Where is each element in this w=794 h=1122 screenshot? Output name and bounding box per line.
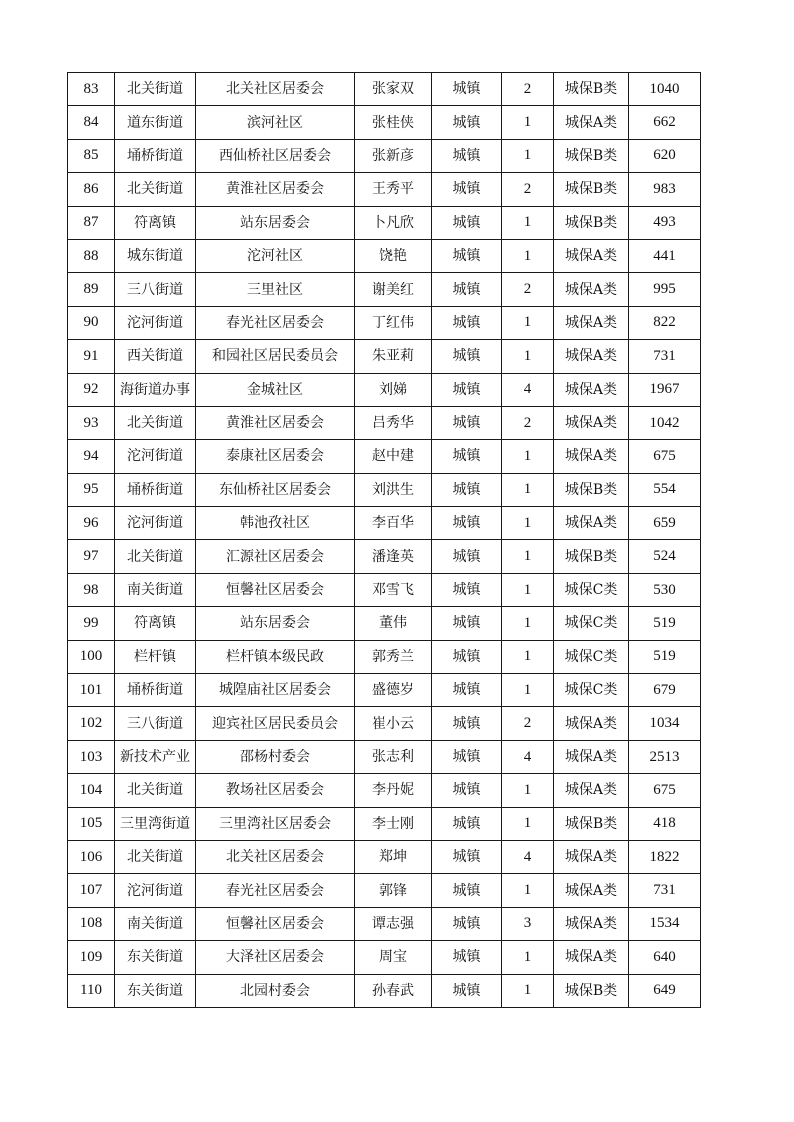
table-row [68,273,701,306]
street-cell: 海街道办事 [115,373,196,406]
row-number-cell: 90 [68,306,115,339]
row-number-cell: 101 [68,674,115,707]
household-type-cell: 城镇 [432,573,502,606]
street-cell: 埇桥街道 [115,139,196,172]
row-number-cell: 107 [68,874,115,907]
amount-cell: 675 [629,774,701,807]
household-type-cell: 城镇 [432,406,502,439]
amount-cell: 418 [629,807,701,840]
assistance-category-cell: 城保A类 [554,406,629,439]
person-name-cell: 吕秀华 [355,406,432,439]
assistance-category-cell: 城保B类 [554,807,629,840]
row-number-cell: 94 [68,440,115,473]
table-row [68,340,701,373]
row-number-cell: 88 [68,239,115,272]
row-number-cell: 91 [68,340,115,373]
amount-cell: 662 [629,106,701,139]
person-name-cell: 李百华 [355,507,432,540]
table-row [68,173,701,206]
community-cell: 恒馨社区居委会 [196,907,355,940]
amount-cell: 649 [629,974,701,1007]
street-cell: 符离镇 [115,607,196,640]
assistance-category-cell: 城保C类 [554,674,629,707]
people-count-cell: 1 [502,206,554,239]
assistance-category-cell: 城保A类 [554,907,629,940]
amount-cell: 731 [629,874,701,907]
amount-cell: 530 [629,573,701,606]
recipient-table [67,72,701,1008]
person-name-cell: 丁红伟 [355,306,432,339]
household-type-cell: 城镇 [432,273,502,306]
table-row [68,907,701,940]
community-cell: 北关社区居委会 [196,840,355,873]
row-number-cell: 86 [68,173,115,206]
row-number-cell: 100 [68,640,115,673]
person-name-cell: 张桂侠 [355,106,432,139]
assistance-category-cell: 城保A类 [554,840,629,873]
amount-cell: 640 [629,941,701,974]
table-body [68,73,701,1008]
assistance-category-cell: 城保C类 [554,640,629,673]
amount-cell: 524 [629,540,701,573]
assistance-category-cell: 城保B类 [554,73,629,106]
people-count-cell: 1 [502,874,554,907]
community-cell: 站东居委会 [196,607,355,640]
assistance-category-cell: 城保C类 [554,573,629,606]
household-type-cell: 城镇 [432,740,502,773]
amount-cell: 1534 [629,907,701,940]
community-cell: 三里湾社区居委会 [196,807,355,840]
people-count-cell: 2 [502,273,554,306]
street-cell: 北关街道 [115,774,196,807]
person-name-cell: 郭锋 [355,874,432,907]
people-count-cell: 1 [502,473,554,506]
people-count-cell: 1 [502,139,554,172]
people-count-cell: 1 [502,440,554,473]
row-number-cell: 85 [68,139,115,172]
amount-cell: 1040 [629,73,701,106]
community-cell: 西仙桥社区居委会 [196,139,355,172]
people-count-cell: 3 [502,907,554,940]
table-row [68,807,701,840]
people-count-cell: 1 [502,573,554,606]
street-cell: 北关街道 [115,540,196,573]
community-cell: 北关社区居委会 [196,73,355,106]
table-row [68,674,701,707]
street-cell: 道东街道 [115,106,196,139]
table-row [68,540,701,573]
street-cell: 北关街道 [115,73,196,106]
table-row [68,406,701,439]
table-row [68,974,701,1007]
person-name-cell: 李士刚 [355,807,432,840]
community-cell: 韩池孜社区 [196,507,355,540]
community-cell: 大泽社区居委会 [196,941,355,974]
community-cell: 三里社区 [196,273,355,306]
community-cell: 迎宾社区居民委员会 [196,707,355,740]
street-cell: 沱河街道 [115,507,196,540]
table-row [68,373,701,406]
street-cell: 城东街道 [115,239,196,272]
household-type-cell: 城镇 [432,106,502,139]
person-name-cell: 周宝 [355,941,432,974]
people-count-cell: 1 [502,941,554,974]
household-type-cell: 城镇 [432,874,502,907]
community-cell: 教场社区居委会 [196,774,355,807]
people-count-cell: 1 [502,340,554,373]
community-cell: 邵杨村委会 [196,740,355,773]
person-name-cell: 邓雪飞 [355,573,432,606]
street-cell: 埇桥街道 [115,674,196,707]
people-count-cell: 4 [502,373,554,406]
row-number-cell: 89 [68,273,115,306]
table-row [68,840,701,873]
row-number-cell: 96 [68,507,115,540]
assistance-category-cell: 城保A类 [554,373,629,406]
person-name-cell: 张志利 [355,740,432,773]
assistance-category-cell: 城保B类 [554,540,629,573]
people-count-cell: 1 [502,640,554,673]
amount-cell: 659 [629,507,701,540]
table-row [68,139,701,172]
row-number-cell: 106 [68,840,115,873]
person-name-cell: 张新彦 [355,139,432,172]
street-cell: 东关街道 [115,941,196,974]
table-row [68,306,701,339]
people-count-cell: 1 [502,674,554,707]
street-cell: 三八街道 [115,707,196,740]
row-number-cell: 104 [68,774,115,807]
person-name-cell: 董伟 [355,607,432,640]
row-number-cell: 102 [68,707,115,740]
amount-cell: 554 [629,473,701,506]
row-number-cell: 98 [68,573,115,606]
street-cell: 埇桥街道 [115,473,196,506]
assistance-category-cell: 城保C类 [554,607,629,640]
person-name-cell: 郭秀兰 [355,640,432,673]
community-cell: 和园社区居民委员会 [196,340,355,373]
table-row [68,707,701,740]
amount-cell: 620 [629,139,701,172]
community-cell: 黄淮社区居委会 [196,173,355,206]
amount-cell: 1042 [629,406,701,439]
household-type-cell: 城镇 [432,73,502,106]
table-row [68,206,701,239]
street-cell: 三里湾街道 [115,807,196,840]
household-type-cell: 城镇 [432,974,502,1007]
people-count-cell: 1 [502,239,554,272]
amount-cell: 519 [629,640,701,673]
row-number-cell: 92 [68,373,115,406]
street-cell: 南关街道 [115,573,196,606]
community-cell: 汇源社区居委会 [196,540,355,573]
assistance-category-cell: 城保A类 [554,273,629,306]
person-name-cell: 谭志强 [355,907,432,940]
person-name-cell: 郑坤 [355,840,432,873]
assistance-category-cell: 城保A类 [554,941,629,974]
table-row [68,874,701,907]
assistance-category-cell: 城保B类 [554,139,629,172]
assistance-category-cell: 城保A类 [554,507,629,540]
person-name-cell: 孙春武 [355,974,432,1007]
household-type-cell: 城镇 [432,173,502,206]
amount-cell: 983 [629,173,701,206]
amount-cell: 2513 [629,740,701,773]
community-cell: 沱河社区 [196,239,355,272]
people-count-cell: 1 [502,540,554,573]
table-row [68,607,701,640]
street-cell: 新技术产业 [115,740,196,773]
street-cell: 北关街道 [115,173,196,206]
street-cell: 沱河街道 [115,306,196,339]
people-count-cell: 1 [502,774,554,807]
row-number-cell: 109 [68,941,115,974]
people-count-cell: 1 [502,607,554,640]
community-cell: 恒馨社区居委会 [196,573,355,606]
amount-cell: 731 [629,340,701,373]
community-cell: 城隍庙社区居委会 [196,674,355,707]
household-type-cell: 城镇 [432,607,502,640]
household-type-cell: 城镇 [432,774,502,807]
household-type-cell: 城镇 [432,507,502,540]
people-count-cell: 1 [502,306,554,339]
table-row [68,774,701,807]
row-number-cell: 87 [68,206,115,239]
table-row [68,573,701,606]
amount-cell: 679 [629,674,701,707]
assistance-category-cell: 城保B类 [554,473,629,506]
household-type-cell: 城镇 [432,440,502,473]
person-name-cell: 卜凡欣 [355,206,432,239]
amount-cell: 675 [629,440,701,473]
assistance-category-cell: 城保A类 [554,874,629,907]
assistance-category-cell: 城保B类 [554,206,629,239]
people-count-cell: 1 [502,974,554,1007]
row-number-cell: 103 [68,740,115,773]
person-name-cell: 饶艳 [355,239,432,272]
row-number-cell: 105 [68,807,115,840]
street-cell: 符离镇 [115,206,196,239]
community-cell: 泰康社区居委会 [196,440,355,473]
amount-cell: 519 [629,607,701,640]
person-name-cell: 盛德岁 [355,674,432,707]
community-cell: 滨河社区 [196,106,355,139]
household-type-cell: 城镇 [432,707,502,740]
row-number-cell: 110 [68,974,115,1007]
table-row [68,239,701,272]
assistance-category-cell: 城保B类 [554,173,629,206]
people-count-cell: 4 [502,840,554,873]
person-name-cell: 赵中建 [355,440,432,473]
community-cell: 春光社区居委会 [196,306,355,339]
household-type-cell: 城镇 [432,473,502,506]
assistance-category-cell: 城保A类 [554,707,629,740]
table-row [68,740,701,773]
row-number-cell: 95 [68,473,115,506]
street-cell: 东关街道 [115,974,196,1007]
household-type-cell: 城镇 [432,840,502,873]
amount-cell: 493 [629,206,701,239]
assistance-category-cell: 城保A类 [554,106,629,139]
assistance-category-cell: 城保A类 [554,340,629,373]
street-cell: 北关街道 [115,406,196,439]
person-name-cell: 崔小云 [355,707,432,740]
household-type-cell: 城镇 [432,941,502,974]
person-name-cell: 王秀平 [355,173,432,206]
person-name-cell: 朱亚莉 [355,340,432,373]
amount-cell: 1967 [629,373,701,406]
table-row [68,473,701,506]
people-count-cell: 4 [502,740,554,773]
household-type-cell: 城镇 [432,640,502,673]
street-cell: 沱河街道 [115,874,196,907]
amount-cell: 1034 [629,707,701,740]
people-count-cell: 1 [502,807,554,840]
street-cell: 栏杆镇 [115,640,196,673]
amount-cell: 441 [629,239,701,272]
street-cell: 沱河街道 [115,440,196,473]
person-name-cell: 谢美红 [355,273,432,306]
row-number-cell: 108 [68,907,115,940]
household-type-cell: 城镇 [432,674,502,707]
community-cell: 栏杆镇本级民政 [196,640,355,673]
community-cell: 站东居委会 [196,206,355,239]
assistance-category-cell: 城保A类 [554,440,629,473]
community-cell: 春光社区居委会 [196,874,355,907]
household-type-cell: 城镇 [432,907,502,940]
table-row [68,640,701,673]
people-count-cell: 2 [502,173,554,206]
row-number-cell: 97 [68,540,115,573]
people-count-cell: 2 [502,707,554,740]
household-type-cell: 城镇 [432,340,502,373]
household-type-cell: 城镇 [432,373,502,406]
assistance-category-cell: 城保A类 [554,239,629,272]
people-count-cell: 2 [502,73,554,106]
row-number-cell: 93 [68,406,115,439]
person-name-cell: 刘洪生 [355,473,432,506]
table-row [68,73,701,106]
community-cell: 金城社区 [196,373,355,406]
assistance-category-cell: 城保A类 [554,740,629,773]
household-type-cell: 城镇 [432,206,502,239]
person-name-cell: 张家双 [355,73,432,106]
assistance-category-cell: 城保A类 [554,306,629,339]
street-cell: 南关街道 [115,907,196,940]
table-row [68,106,701,139]
assistance-category-cell: 城保A类 [554,774,629,807]
person-name-cell: 潘逢英 [355,540,432,573]
person-name-cell: 刘娣 [355,373,432,406]
row-number-cell: 84 [68,106,115,139]
household-type-cell: 城镇 [432,807,502,840]
table-row [68,440,701,473]
community-cell: 北园村委会 [196,974,355,1007]
row-number-cell: 99 [68,607,115,640]
street-cell: 北关街道 [115,840,196,873]
table-row [68,507,701,540]
assistance-category-cell: 城保B类 [554,974,629,1007]
household-type-cell: 城镇 [432,239,502,272]
household-type-cell: 城镇 [432,139,502,172]
amount-cell: 822 [629,306,701,339]
street-cell: 三八街道 [115,273,196,306]
street-cell: 西关街道 [115,340,196,373]
people-count-cell: 1 [502,507,554,540]
amount-cell: 1822 [629,840,701,873]
amount-cell: 995 [629,273,701,306]
household-type-cell: 城镇 [432,540,502,573]
row-number-cell: 83 [68,73,115,106]
people-count-cell: 1 [502,106,554,139]
community-cell: 黄淮社区居委会 [196,406,355,439]
person-name-cell: 李丹妮 [355,774,432,807]
community-cell: 东仙桥社区居委会 [196,473,355,506]
table-row [68,941,701,974]
household-type-cell: 城镇 [432,306,502,339]
people-count-cell: 2 [502,406,554,439]
